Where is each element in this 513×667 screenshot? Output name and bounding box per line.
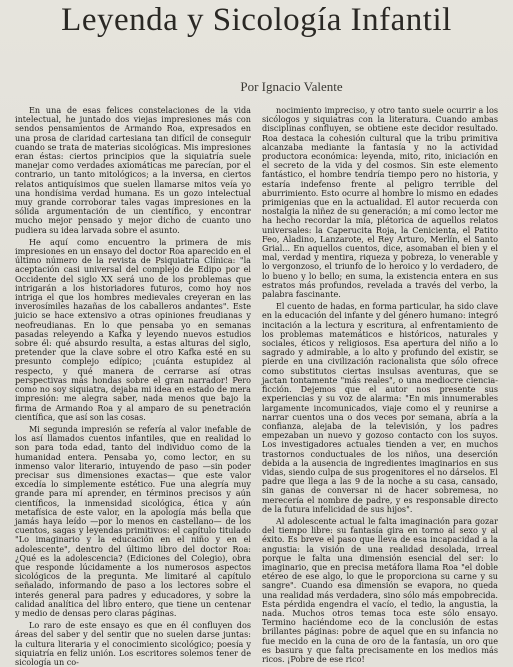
paragraph: Mi segunda impresión se refería al valor inefable de los así llamados cuentos infantiles, que en realidad lo son para toda edad, tanto del individuo como de la humanidad entera. Pensaba yo, como lector, en su inmenso valor literario, intuyendo de paso —sin poder precisar sus dimensiones exactas— que este valor excedía lo simplemente estético. Fue una alegría muy grande para mí aprender, en términos precisos y aún científicos, la inmensidad sicológica, ética y aún metafísica de este valor, en la apología más bella que jamás haya leído —por lo menos en castellano— de los cuentos, sagas y leyendas primitivos: el capítulo titulado "Lo imaginario y la educación en el niño y en el adolescente", dentro del último libro del doctor Roa: ¿Qué es la adolescencia? (Ediciones del Colegio), obra que responde lúcidamente a los numerosos aspectos sicológicos de la pregunta. Me limitaré al capítulo señalado, informando de paso a los lectores sobre el interés general para padres y educadores, y sobre la calidad analítica del libro entero, que tiene un centenar y medio de densas pero claras páginas.	[15, 423, 251, 618]
article-byline: Por Ignacio Valente	[240, 79, 343, 94]
paragraph: El cuento de hadas, en forma particular, ha sido clave en la educación del infante y del género humano: integró incitación a la lectura y escritura, al enfrentamiento de los problemas matemáticos e históricos, naturales y sociales, éticos y religiosos. Esa apertura del niño a lo sagrado y admirable, a lo alto y profundo del existir, se pierde en una civilización racionalista que sólo ofrece como substitutos ciertas insulsas aventuras, que se jactan tontamente "más reales", o una mediocre ciencia-ficción. Dejemos que el autor nos presente sus experiencias y su voz de alarma: "En mis innumerables largamente incomunicados, viaje como el y reunirse a narrar cuentos una o dos veces por semana, abría a la confianza, alejaba de la televisión, y los padres empezaban un nuevo y gozoso contacto con los suyos. Los investigadores actuales tienden a ver, en muchos trastornos conductuales de los niños, una deserción debida a la ausencia de ingredientes imaginarios en sus vidas, siendo culpa de sus progenitores el no dárselos. El padre que llega a las 9 de la noche a su casa, cansado, sin ganas de conversar ni de hacer sobremesa, no merecería el nombre de padre, y es responsable directo de la futura infelicidad de sus hijos".	[262, 301, 498, 514]
paragraph: nocimiento impreciso, y otro tanto suele ocurrir a los sicólogos y siquiatras con la literatura. Cuando ambas disciplinas confluyen, se obtiene este decidor resultado. Roa destaca la cohesión cultural que la tribu primitiva alcanzaba mediante la fantasía y no la actividad productora económica: leyenda, mito, rito, iniciación en el secreto de la vida y del cosmos. Sin este elemento fantástico, el hombre tendría tiempo pero no historia, y estaría indefenso frente al peligro terrible del aburrimiento. Esto ocurre al hombre lo mismo en edades primigenias que en la actualidad. El autor recuerda con nostalgia la niñez de su generación; a mí como lector me ha hecho recordar la mía, plétorica de aquellos relatos universales: la Caperucita Roja, la Cenicienta, el Patito Feo, Aladino, Lanzarote, el Rey Arturo, Merlín, el Santo Grial... En aquellos cuentos, dice, asomaban el bien y el mal, verdad y mentira, riqueza y pobreza, lo venerable y lo vergonzoso, el triunfo de lo heroico y lo verdadero, de lo bueno y lo bello; en suma, la existencia entera en sus estratos más profundos, revelada a través del verbo, la palabra fascinante.	[262, 105, 498, 300]
article-title: Leyenda y Sicología Infantil	[61, 2, 452, 38]
paragraph: En una de esas felices constelaciones de la vida intelectual, he juntado dos viejas impresiones más con sendos pensamientos de Armando Roa, expresados en una prosa de claridad cartesiana tan difícil de conseguir cuando se trata de materias sicológicas. Mis impresiones eran éstas: ciertos principios que la siquiatría suele manejar como verdades axiomáticas me parecían, por el contrario, un tanto mitológicos; a la inversa, en ciertos relatos antiquísimos que suelen llamarse mitos veía yo una hondísima verdad humana. Es un gozo intelectual muy grande corroborar tales vagas impresiones en la sólida argumentación de un científico, y encontrar mucho mejor pensado y mejor dicho de cuanto uno pudiera su idea larvada sobre el asunto.	[15, 105, 251, 235]
right-column	[262, 105, 498, 664]
paragraph: Lo raro de este ensayo es que en él confluyen dos áreas del saber y del sentir que no suelen darse juntas: la cultura literaria y el conocimiento sicológico; poesía y siquiatría en feliz unión. Los escritores solemos tener de sicología un co-	[15, 620, 251, 667]
paragraph: Al adolescente actual le falta imaginación para gozar del tiempo libre: su fantasía gira en torno al sexo y al éxito. Es breve el paso que lleva de esa incapacidad a la angustia: la visión de una realidad desolada, irreal porque le falta una dimensión esencial del ser: lo imaginario, que en precisa metáfora llama Roa "el doble etéreo de ese algo, lo que le proporciona su carne y su sangre". Cuando esa dimensión se evapora, no queda una realidad más verdadera, sino sólo más empobrecida. Esta pérdida engendra el vacío, el tedio, la angustia, la nada. Muchos otros temas toca este sólo ensayo. Termino haciéndome eco de la conclusión de estas brillantes páginas: pobre de aquel que en su infancia no fue mecido en la cuna de oro de la fantasía, un oro que es basura y que falta precisamente en los medios más ricos. ¡Pobre de ese rico!	[262, 515, 498, 664]
paragraph: He aquí como encuentro la primera de mis impresiones en un ensayo del doctor Roa aparecido en el último número de la revista de Psiquiatría Clínica: "la aceptación casi universal del complejo de Edipo por el Occidente del siglo XX será uno de los problemas que intrigarán a los historiadores futuros, como hoy nos intriga el que los hombres medievales creyeran en las inverosímiles hazañas de los caballeros andantes". Este juicio se hace extensivo a otras opiniones freudianas y neofreudianas. En lo que pensaba yo en semanas pasadas releyendo a Kafka y leyendo nuevos estudios sobre él: qué absurdo resulta, a estas alturas del siglo, pretender que la clave sobre el otro Kafka esté en su presunto complejo edípico; ¡cuánta estupidez al respecto, y qué manera de cerrarse así otras perspectivas más hondas sobre el gran narrador! Pero como no soy siquiatra, dejaba mi idea en estado de mera impresión: me alegra saber, nada menos que bajo la firma de Armando Roa y al amparo de su penetración científica, que así son las cosas.	[15, 236, 251, 422]
left-column	[15, 105, 251, 667]
